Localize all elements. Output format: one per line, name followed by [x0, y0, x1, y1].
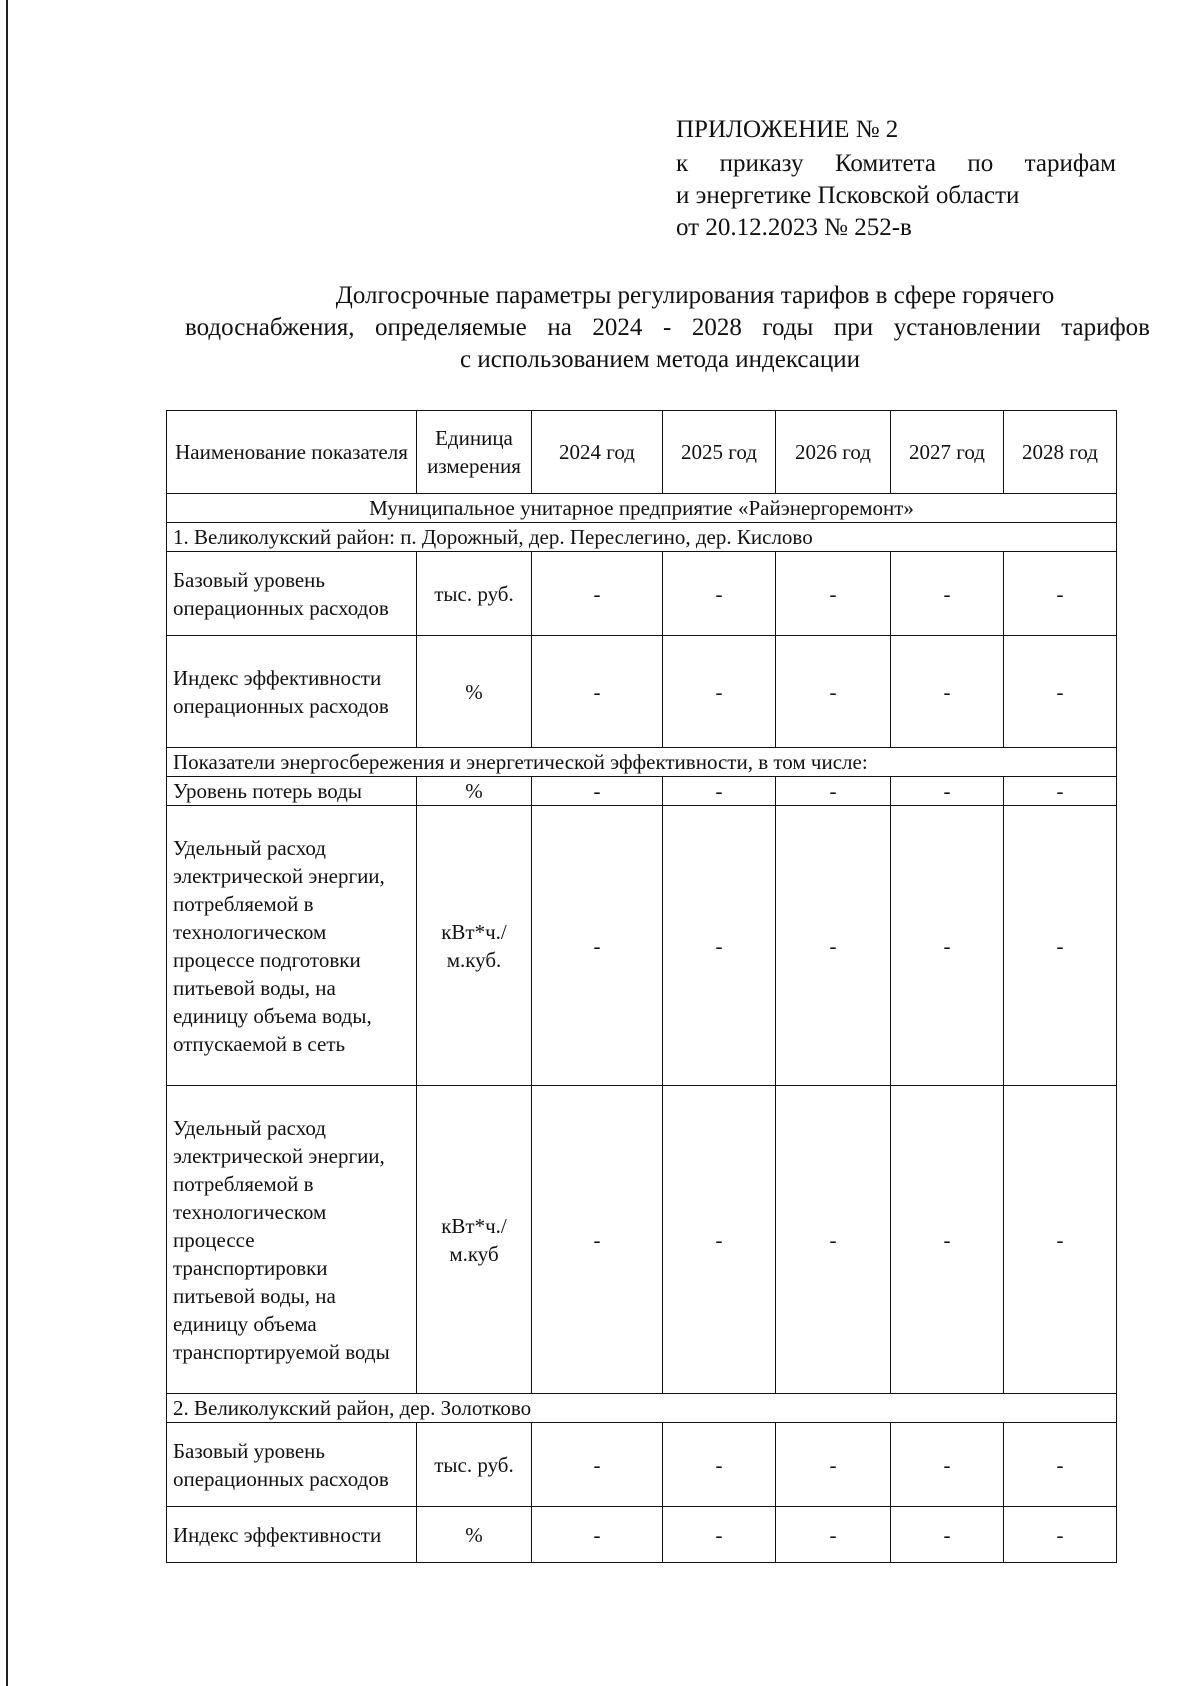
row-name: Удельный расход электрической энергии, потребляемой в технологическом процессе транспортировки питьевой воды, на единицу объема транспортируемой воды [167, 1086, 417, 1394]
parameters-table [166, 410, 1117, 1563]
value-2027: - [891, 1423, 1004, 1507]
value-2025: - [663, 777, 776, 806]
header-name: Наименование показателя [167, 411, 417, 494]
value-2027: - [891, 552, 1004, 636]
row-unit: % [417, 777, 532, 806]
header-year-2026: 2026 год [776, 411, 891, 494]
title-line-1: Долгосрочные параметры регулирования тарифов в сфере горячего [335, 282, 1055, 309]
appendix-line-3: от 20.12.2023 № 252-в [676, 214, 912, 241]
value-2024: - [532, 1086, 663, 1394]
appendix-block [676, 114, 1116, 244]
title-line-2: водоснабжения, определяемые на 2024 - 2028 годы при установлении тарифов [185, 314, 1150, 341]
row-unit: кВт*ч./м.куб. [417, 806, 532, 1086]
appendix-line-2: и энергетике Псковской области [676, 182, 1020, 209]
table-row [167, 1086, 1117, 1394]
value-2024: - [532, 1423, 663, 1507]
table-header-row [167, 411, 1117, 494]
section-title: 2. Великолукский район, дер. Золотково [167, 1394, 1117, 1423]
value-2028: - [1004, 777, 1117, 806]
table-row [167, 552, 1117, 636]
value-2025: - [663, 1086, 776, 1394]
value-2024: - [532, 777, 663, 806]
page-border [6, 0, 8, 1686]
value-2025: - [663, 1423, 776, 1507]
value-2024: - [532, 552, 663, 636]
row-unit: тыс. руб. [417, 1423, 532, 1507]
value-2025: - [663, 552, 776, 636]
value-2026: - [776, 806, 891, 1086]
row-name: Индекс эффективности операционных расходов [167, 636, 417, 748]
appendix-line-1: к приказу Комитета по тарифам [676, 150, 1116, 177]
row-name: Удельный расход электрической энергии, потребляемой в технологическом процессе подготовки питьевой воды, на единицу объема воды, отпускаемой в сеть [167, 806, 417, 1086]
row-name: Уровень потерь воды [167, 777, 417, 806]
parameters-table-wrap [166, 410, 1116, 1563]
value-2028: - [1004, 636, 1117, 748]
row-unit: тыс. руб. [417, 552, 532, 636]
header-year-2025: 2025 год [663, 411, 776, 494]
value-2027: - [891, 1086, 1004, 1394]
header-year-2024: 2024 год [532, 411, 663, 494]
appendix-number: ПРИЛОЖЕНИЕ № 2 [676, 116, 899, 143]
value-2024: - [532, 806, 663, 1086]
table-row [167, 1423, 1117, 1507]
value-2026: - [776, 1086, 891, 1394]
header-year-2027: 2027 год [891, 411, 1004, 494]
subsection-heading: Показатели энергосбережения и энергетической эффективности, в том числе: [167, 748, 1117, 777]
value-2026: - [776, 552, 891, 636]
header-unit: Единица измерения [417, 411, 532, 494]
value-2028: - [1004, 1507, 1117, 1563]
table-row [167, 806, 1117, 1086]
row-unit: % [417, 1507, 532, 1563]
value-2026: - [776, 1423, 891, 1507]
header-year-2028: 2028 год [1004, 411, 1117, 494]
document-title [170, 280, 1150, 376]
row-name: Базовый уровень операционных расходов [167, 1423, 417, 1507]
value-2027: - [891, 636, 1004, 748]
value-2028: - [1004, 1423, 1117, 1507]
value-2027: - [891, 1507, 1004, 1563]
table-row [167, 1507, 1117, 1563]
section-title: 1. Великолукский район: п. Дорожный, дер. Переслегино, дер. Кислово [167, 523, 1117, 552]
value-2026: - [776, 777, 891, 806]
value-2027: - [891, 777, 1004, 806]
value-2026: - [776, 636, 891, 748]
organization-row: Муниципальное унитарное предприятие «Райэнергоремонт» [167, 494, 1117, 523]
value-2024: - [532, 1507, 663, 1563]
row-name: Индекс эффективности [167, 1507, 417, 1563]
value-2025: - [663, 806, 776, 1086]
table-row [167, 636, 1117, 748]
value-2028: - [1004, 552, 1117, 636]
value-2025: - [663, 1507, 776, 1563]
value-2026: - [776, 1507, 891, 1563]
row-unit: кВт*ч./м.куб [417, 1086, 532, 1394]
value-2028: - [1004, 806, 1117, 1086]
value-2028: - [1004, 1086, 1117, 1394]
value-2024: - [532, 636, 663, 748]
value-2027: - [891, 806, 1004, 1086]
value-2025: - [663, 636, 776, 748]
row-name: Базовый уровень операционных расходов [167, 552, 417, 636]
table-row [167, 777, 1117, 806]
title-line-3: с использованием метода индексации [459, 346, 861, 373]
row-unit: % [417, 636, 532, 748]
